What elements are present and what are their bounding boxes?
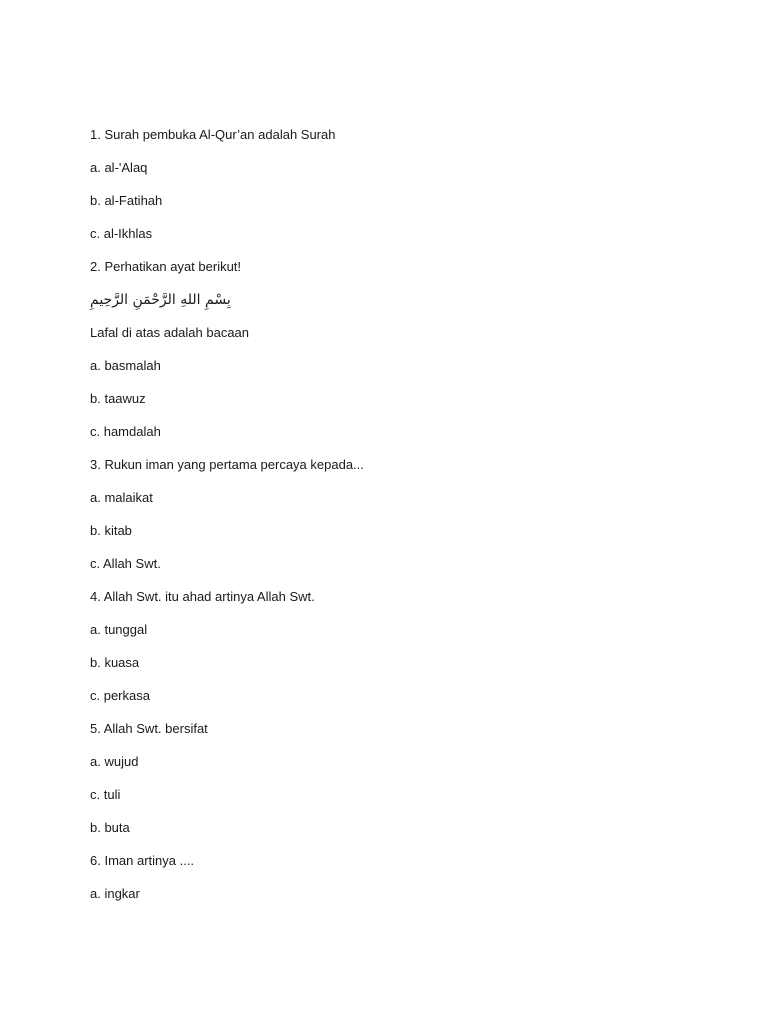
question-5-option-c: c. tuli [90, 787, 121, 802]
question-3: 3. Rukun iman yang pertama percaya kepada... [90, 457, 364, 472]
question-4-option-b: b. kuasa [90, 655, 140, 670]
question-2-option-c: c. hamdalah [90, 424, 161, 439]
question-1: 1. Surah pembuka Al-Qur’an adalah Surah [90, 127, 336, 142]
question-1-option-b: b. al-Fatihah [90, 193, 163, 208]
question-3-option-c: c. Allah Swt. [90, 556, 161, 571]
question-3-option-a: a. malaikat [90, 490, 153, 505]
question-5-option-b: b. buta [90, 820, 130, 835]
question-4: 4. Allah Swt. itu ahad artinya Allah Swt. [90, 589, 315, 604]
question-1-option-a: a. al-'Alaq [90, 160, 148, 175]
question-5: 5. Allah Swt. bersifat [90, 721, 208, 736]
question-2-option-b: b. taawuz [90, 391, 146, 406]
quiz-content [90, 126, 710, 918]
question-3-option-b: b. kitab [90, 523, 132, 538]
question-4-option-c: c. perkasa [90, 688, 150, 703]
question-2-prompt: Lafal di atas adalah bacaan [90, 325, 250, 340]
question-6-option-a: a. ingkar [90, 886, 140, 901]
question-2: 2. Perhatikan ayat berikut! [90, 259, 242, 274]
arabic-verse: بِسْمِ اللهِ الرَّحْمَنِ الرَّحِيمِ [90, 292, 231, 308]
question-4-option-a: a. tunggal [90, 622, 148, 637]
question-6: 6. Iman artinya .... [90, 853, 195, 868]
question-5-option-a: a. wujud [90, 754, 139, 769]
question-1-option-c: c. al-Ikhlas [90, 226, 153, 241]
question-2-option-a: a. basmalah [90, 358, 161, 373]
